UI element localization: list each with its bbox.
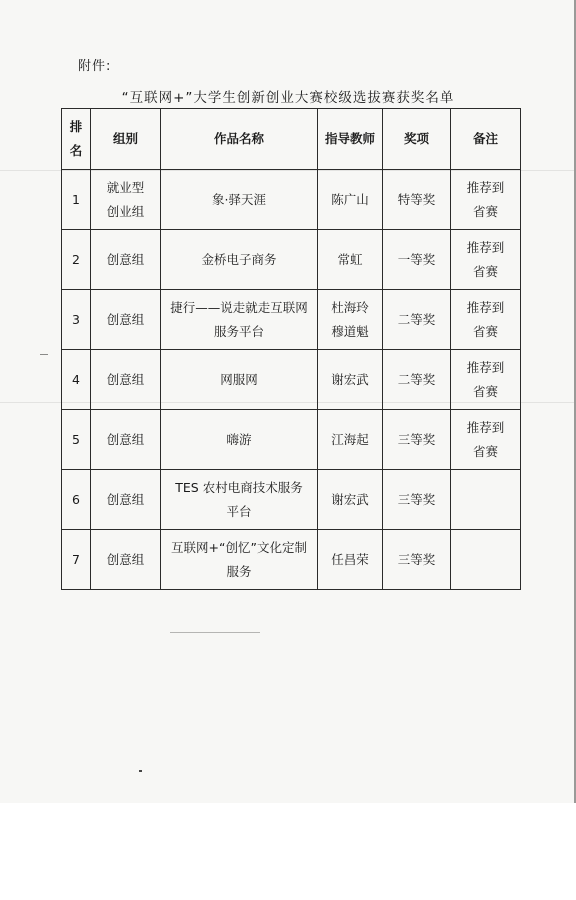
cell-award: 一等奖 <box>383 230 451 290</box>
cell-advisor-line: 穆道魁 <box>331 323 369 339</box>
cell-work <box>161 470 318 530</box>
cell-remark-line: 省赛 <box>472 323 498 339</box>
cell-work <box>161 530 318 590</box>
cell-group-line: 就业型 <box>106 179 145 195</box>
awards-table <box>61 108 521 590</box>
cell-group <box>91 170 161 230</box>
cell-remarks <box>451 170 521 230</box>
cell-remarks <box>451 230 521 290</box>
cell-group-line: 创意组 <box>106 491 145 507</box>
cell-advisor-line: 谢宏武 <box>331 491 369 507</box>
cell-group <box>91 410 161 470</box>
cell-work <box>161 350 318 410</box>
table-row <box>62 290 521 350</box>
cell-group-line: 创意组 <box>106 251 145 267</box>
cell-work-line: 象·驿天涯 <box>212 191 266 207</box>
cell-award: 三等奖 <box>383 530 451 590</box>
cell-remarks <box>451 290 521 350</box>
cell-award: 特等奖 <box>383 170 451 230</box>
header-work: 作品名称 <box>161 109 318 170</box>
table-row <box>62 170 521 230</box>
cell-award: 三等奖 <box>383 410 451 470</box>
cell-group <box>91 470 161 530</box>
cell-work <box>161 230 318 290</box>
table-header-row <box>62 109 521 170</box>
cell-rank: 5 <box>62 410 91 470</box>
cell-work-line: 捷行——说走就走互联网 <box>170 299 308 315</box>
cell-remark-line: 省赛 <box>472 443 498 459</box>
cell-remarks <box>451 470 521 530</box>
header-rank-text: 排名 <box>69 119 83 158</box>
cell-remark-line: 省赛 <box>472 263 498 279</box>
scan-artifact-dot <box>139 770 142 772</box>
header-group: 组别 <box>91 109 161 170</box>
cell-advisor-line: 常虹 <box>337 251 363 267</box>
cell-group-line: 创业组 <box>106 203 145 219</box>
scan-artifact-mark <box>170 632 260 633</box>
cell-advisor-line: 谢宏武 <box>331 371 369 387</box>
cell-remark-line: 推荐到 <box>466 299 505 315</box>
cell-award: 二等奖 <box>383 290 451 350</box>
cell-group-line: 创意组 <box>106 311 145 327</box>
cell-advisor <box>318 350 383 410</box>
table-row <box>62 410 521 470</box>
cell-award: 三等奖 <box>383 470 451 530</box>
cell-work-line: 网服网 <box>220 371 258 387</box>
cell-rank: 4 <box>62 350 91 410</box>
table-row <box>62 470 521 530</box>
cell-group <box>91 230 161 290</box>
cell-work-line: 金桥电子商务 <box>201 251 277 267</box>
cell-remarks <box>451 530 521 590</box>
cell-advisor <box>318 170 383 230</box>
cell-rank: 2 <box>62 230 91 290</box>
cell-advisor-line: 江海起 <box>331 431 369 447</box>
cell-work-line: 互联网+“创忆”文化定制 <box>171 539 307 555</box>
cell-advisor-line: 任昌荣 <box>331 551 369 567</box>
cell-rank: 3 <box>62 290 91 350</box>
cell-remark-line: 省赛 <box>472 203 498 219</box>
cell-remarks <box>451 350 521 410</box>
cell-group <box>91 290 161 350</box>
cell-advisor <box>318 290 383 350</box>
table-row <box>62 350 521 410</box>
cell-rank: 7 <box>62 530 91 590</box>
cell-rank: 6 <box>62 470 91 530</box>
document-title: “互联网+”大学生创新创业大赛校级选拔赛获奖名单 <box>121 90 455 106</box>
cell-advisor <box>318 410 383 470</box>
cell-work-line: 嗨游 <box>226 431 252 447</box>
cell-group <box>91 530 161 590</box>
cell-award: 二等奖 <box>383 350 451 410</box>
cell-advisor-line: 陈广山 <box>331 191 369 207</box>
cell-group-line: 创意组 <box>106 431 145 447</box>
cell-remarks <box>451 410 521 470</box>
cell-work-line: 服务 <box>226 563 252 579</box>
cell-remark-line: 省赛 <box>472 383 498 399</box>
cell-work <box>161 170 318 230</box>
cell-advisor <box>318 230 383 290</box>
header-rank <box>62 109 91 170</box>
cell-advisor <box>318 470 383 530</box>
cell-work-line: 平台 <box>226 503 252 519</box>
scan-artifact-mark <box>40 354 48 355</box>
header-remarks: 备注 <box>451 109 521 170</box>
cell-work <box>161 410 318 470</box>
header-award: 奖项 <box>383 109 451 170</box>
cell-advisor-line: 杜海玲 <box>331 299 369 315</box>
attachment-label: 附件: <box>78 59 112 74</box>
cell-work-line: 服务平台 <box>213 323 264 339</box>
cell-remark-line: 推荐到 <box>466 179 505 195</box>
cell-work <box>161 290 318 350</box>
cell-work-line: TES 农村电商技术服务 <box>175 479 303 495</box>
cell-group-line: 创意组 <box>106 371 145 387</box>
header-advisor: 指导教师 <box>318 109 383 170</box>
table-row <box>62 230 521 290</box>
cell-remark-line: 推荐到 <box>466 419 505 435</box>
cell-rank: 1 <box>62 170 91 230</box>
cell-advisor <box>318 530 383 590</box>
cell-group <box>91 350 161 410</box>
cell-remark-line: 推荐到 <box>466 239 505 255</box>
cell-group-line: 创意组 <box>106 551 145 567</box>
cell-remark-line: 推荐到 <box>466 359 505 375</box>
table-row <box>62 530 521 590</box>
